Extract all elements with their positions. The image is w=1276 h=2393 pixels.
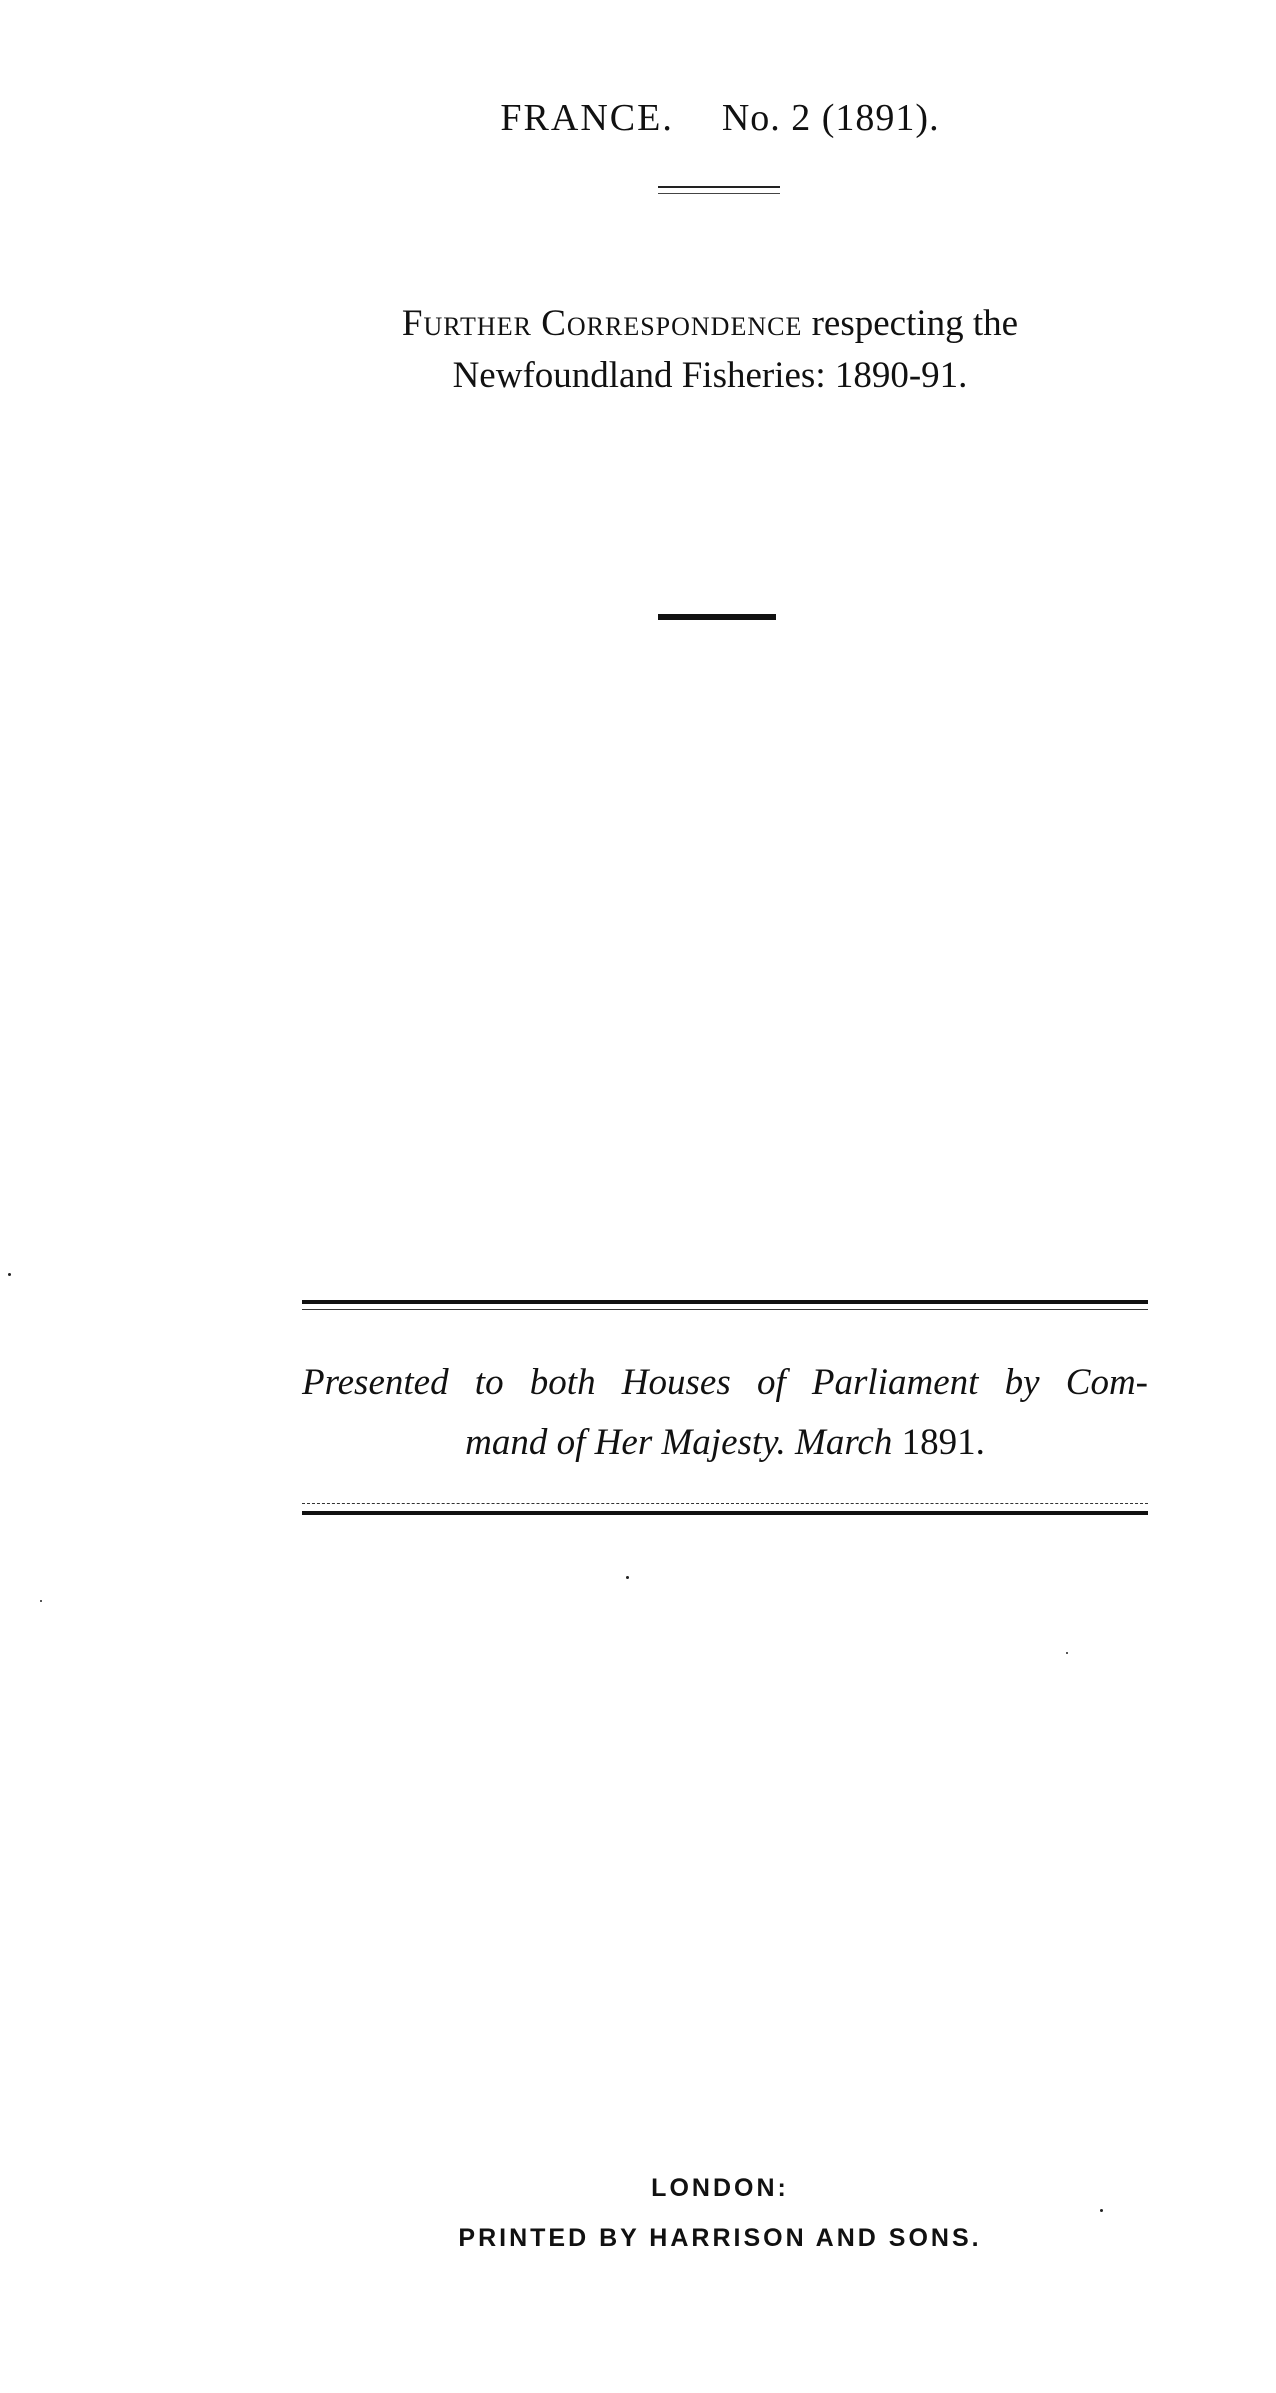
presented-rule-bottom-thin (302, 1503, 1148, 1504)
scan-speck (8, 1273, 11, 1276)
title-word-correspondence: Correspondence (541, 303, 803, 344)
heading-rule-top (658, 186, 780, 188)
scan-speck (626, 1576, 629, 1579)
document-number: No. 2 (1891). (721, 97, 940, 139)
document-title (300, 298, 1120, 402)
title-rest-line1: respecting the (811, 303, 1019, 344)
presented-line2 (302, 1413, 1148, 1473)
series-label: FRANCE. (500, 97, 674, 139)
presentation-statement (302, 1353, 1148, 1473)
imprint (0, 2163, 1276, 2263)
presented-line2-text: mand of Her Majesty. March (465, 1422, 893, 1463)
title-line2: Newfoundland Fisheries: 1890-91. (452, 355, 968, 396)
presented-rule-top-thick (302, 1300, 1148, 1304)
presented-rule-top-thin (302, 1309, 1148, 1310)
scan-speck (1066, 1652, 1068, 1654)
presented-rule-bottom-thick (302, 1511, 1148, 1515)
presented-year: 1891. (901, 1422, 985, 1463)
section-divider (658, 614, 776, 620)
title-word-further: Further (401, 303, 532, 344)
scan-speck (40, 1600, 42, 1602)
heading-rule-bottom (658, 193, 780, 194)
imprint-printer: PRINTED BY HARRISON AND SONS. (458, 2224, 982, 2252)
presented-line1: Presented to both Houses of Parliament by Com- (302, 1362, 1148, 1403)
imprint-city: LONDON: (651, 2174, 789, 2202)
document-heading (0, 96, 1276, 140)
scan-speck (1100, 2209, 1103, 2212)
